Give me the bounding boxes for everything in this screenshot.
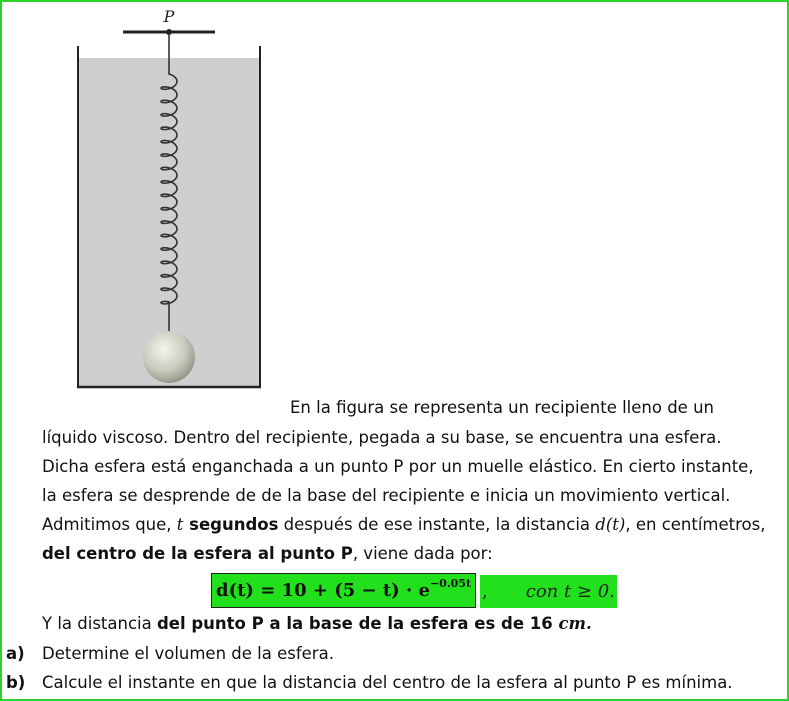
paragraph-line-3: Dicha esfera está enganchada a un punto P por un muelle elástico. En cierto instante, — [42, 457, 754, 476]
text-bold: del centro de la esfera al punto P — [42, 544, 353, 563]
paragraph-line-4: la esfera se desprende de de la base del recipiente e inicia un movimiento vertical. — [42, 486, 731, 505]
text: , viene dada por: — [352, 544, 493, 563]
text-bold: segundos — [183, 515, 279, 534]
var-dt: d(t) — [595, 515, 626, 534]
formula-exponent: −0.05t — [429, 577, 472, 590]
point-p-label: P — [163, 7, 175, 26]
sphere — [143, 331, 195, 383]
question-b-label: b) — [6, 673, 26, 692]
unit-cm: cm. — [558, 614, 592, 633]
text: , en centímetros, — [625, 515, 766, 534]
paragraph-line-1: En la figura se representa un recipiente lleno de un — [290, 398, 714, 417]
condition-text: con t ≥ 0. — [525, 581, 615, 602]
question-a-text: Determine el volumen de la esfera. — [42, 644, 334, 663]
paragraph-line-6 — [42, 544, 493, 563]
formula-main: d(t) = 10 + (5 − t) · e — [216, 580, 430, 601]
formula-box — [211, 573, 476, 608]
condition-box — [480, 575, 617, 608]
paragraph-line-5 — [42, 515, 766, 534]
question-b-text: Calcule el instante en que la distancia del centro de la esfera al punto P es mínima. — [42, 673, 733, 692]
paragraph-line-2: líquido viscoso. Dentro del recipiente, pegada a su base, se encuentra una esfera. — [42, 428, 722, 447]
condition-comma: , — [482, 581, 488, 602]
point-p-dot — [166, 29, 172, 35]
question-a-label: a) — [6, 644, 25, 663]
var-t: t — [176, 515, 184, 534]
distance-line — [42, 614, 592, 633]
text: Y la distancia — [42, 614, 157, 633]
text: Admitimos que, — [42, 515, 177, 534]
spring-container-figure — [68, 2, 273, 394]
text-bold: del punto P a la base de la esfera es de 16 — [156, 614, 559, 633]
text: después de ese instante, la distancia — [278, 515, 596, 534]
